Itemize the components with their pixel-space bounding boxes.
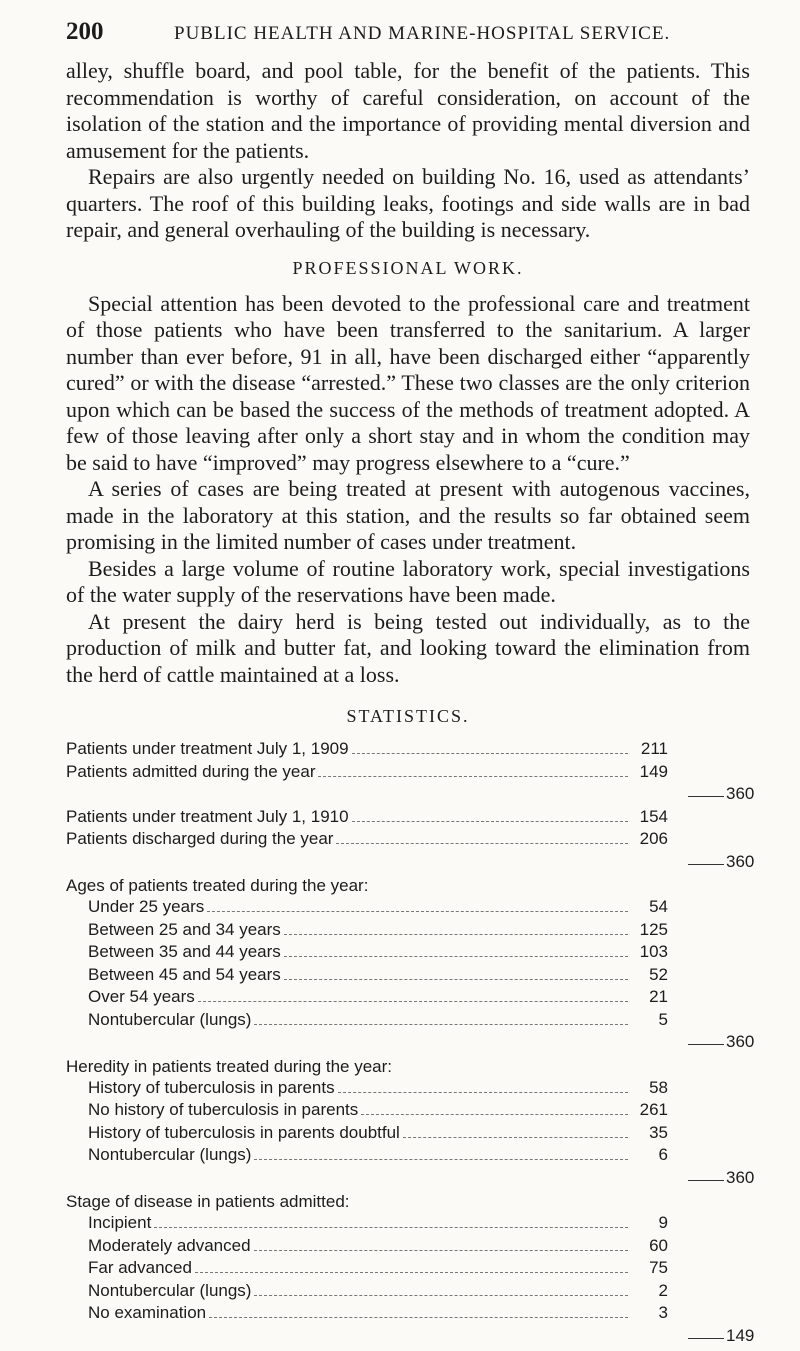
intro-paragraph-1: alley, shuffle board, and pool table, for the benefit of the patients. This recommendation is worthy of careful consideration, on account of the isolation of the station and the importance of providing mental diversion and amusement for the patients. xyxy=(66,58,750,163)
stat-row: Between 25 and 34 years 125 xyxy=(88,919,668,939)
professional-paragraph-4: At present the dairy herd is being tested out individually, as to the production of milk and butter fat, and looking toward the elimination from the herd of cattle maintained at a loss. xyxy=(66,608,750,687)
stat-row: Between 45 and 54 years 52 xyxy=(88,964,668,984)
stat-row: Patients under treatment July 1, 1910 154 xyxy=(66,806,668,826)
stat-group-title-heredity: Heredity in patients treated during the year: xyxy=(66,1056,393,1076)
stat-row: Patients discharged during the year 206 xyxy=(66,829,668,848)
stat-row: Over 54 years 21 xyxy=(88,987,668,1006)
professional-paragraph-3: Besides a large volume of routine laboratory work, special investigations of the water supply of the reservations have been made. xyxy=(66,555,750,607)
section-heading-professional-work: PROFESSIONAL WORK. xyxy=(292,257,524,278)
stat-total: 360 xyxy=(66,784,750,807)
stat-row: Patients under treatment July 1, 1909 211 xyxy=(66,739,668,758)
stat-group-title-ages: Ages of patients treated during the year: xyxy=(66,876,369,895)
stat-total: 149 xyxy=(66,1326,750,1349)
professional-paragraph-1: Special attention has been devoted to the professional care and treatment of those patients who have been transferred to the sanitarium. A larger number than ever before, 91 in all, have been discharged either “apparently cured” or with the disease “arrested.” These two classes are the only criterion upon which can be based the success of the methods of treatment adopted. A few of those leaving after only a short stay and in whom the condition may be said to have “improved” may progress elsewhere to a “cure.” xyxy=(66,290,750,475)
stat-total: 360 xyxy=(66,1032,750,1055)
statistics-table xyxy=(66,739,755,1348)
section-heading-statistics: STATISTICS. xyxy=(346,706,470,726)
page-number: 200 xyxy=(66,18,104,45)
stat-row: Nontubercular (lungs) 5 xyxy=(88,1009,668,1029)
stat-row: History of tuberculosis in parents doubtful 35 xyxy=(88,1122,668,1142)
stat-total: 360 xyxy=(66,1168,750,1191)
stat-row: No examination 3 xyxy=(88,1303,668,1322)
intro-paragraph-2: Repairs are also urgently needed on building No. 16, used as attendants’ quarters. The roof of this building leaks, footings and side walls are in bad repair, and general overhauling of the building is necessary. xyxy=(66,164,750,242)
running-title: PUBLIC HEALTH AND MARINE-HOSPITAL SERVICE. xyxy=(174,23,671,44)
stat-row: Under 25 years 54 xyxy=(88,897,668,916)
stat-total: 360 xyxy=(66,852,750,875)
stat-row: Far advanced 75 xyxy=(88,1258,668,1277)
stat-row: No history of tuberculosis in parents 261 xyxy=(88,1100,668,1119)
stat-row: Nontubercular (lungs) 2 xyxy=(88,1280,668,1300)
running-head xyxy=(66,18,750,58)
stat-row: Incipient 9 xyxy=(88,1213,668,1232)
stat-row: Nontubercular (lungs) 6 xyxy=(88,1145,668,1164)
stat-row: Moderately advanced 60 xyxy=(88,1235,668,1255)
professional-paragraph-2: A series of cases are being treated at present with autogenous vaccines, made in the laboratory at this station, and the results so far obtained seem promising in the limited number of cases under treatment. xyxy=(66,476,750,554)
stat-row: History of tuberculosis in parents 58 xyxy=(88,1077,668,1097)
stat-row: Patients admitted during the year 149 xyxy=(66,761,668,781)
stat-group-title-stage: Stage of disease in patients admitted: xyxy=(66,1192,350,1211)
stat-row: Between 35 and 44 years 103 xyxy=(88,942,668,961)
